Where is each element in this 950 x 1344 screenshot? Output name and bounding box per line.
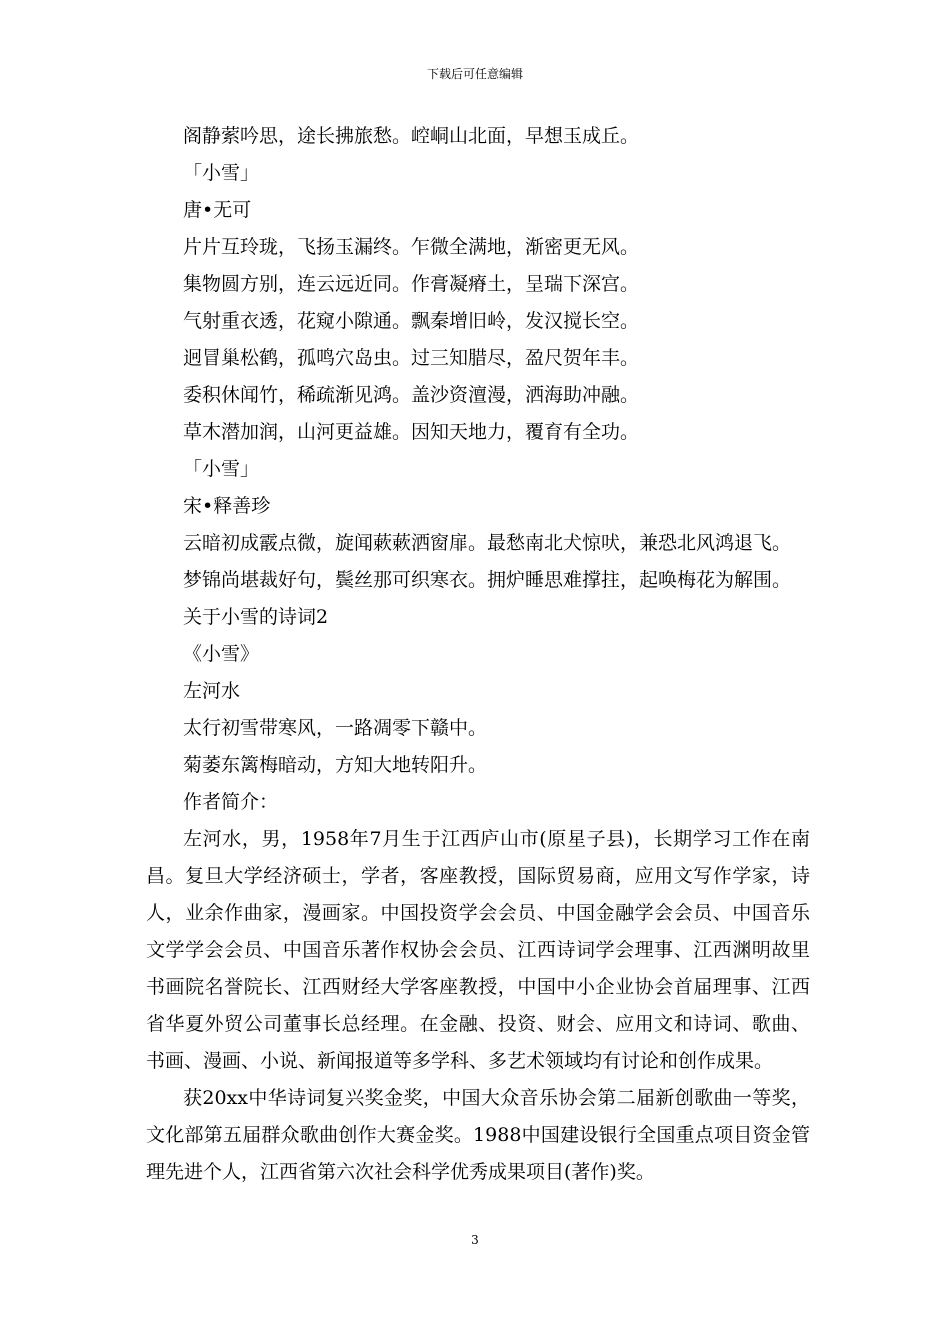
poem-title: 《小雪》 — [183, 643, 260, 665]
poem-line: 阁静萦吟思，途长拂旅愁。崆峒山北面，早想玉成丘。 — [183, 125, 640, 147]
poem-line: 太行初雪带寒风，一路凋零下赣中。 — [183, 717, 488, 739]
poem-line: 菊萎东篱梅暗动，方知大地转阳升。 — [183, 754, 488, 776]
page-content — [146, 118, 810, 1191]
page-header: 下载后可任意编辑 — [426, 67, 523, 81]
poem-title: 「小雪」 — [183, 162, 260, 184]
poem-author: 唐•无可 — [183, 199, 252, 221]
poem-line: 云暗初成霰点微，旋闻蔌蔌洒窗扉。最愁南北犬惊吠，兼恐北风鸿退飞。 — [183, 532, 792, 554]
poem-line: 气射重衣透，花窥小隙通。飘秦增旧岭，发汉搅长空。 — [183, 310, 640, 332]
poem-line: 集物圆方别，连云远近同。作膏凝瘠土，呈瑞下深宫。 — [183, 273, 640, 295]
poem-author: 左河水 — [183, 680, 241, 702]
bio-heading: 作者简介： — [183, 791, 279, 813]
poem-line: 委积休闻竹，稀疏渐见鸿。盖沙资澶漫，洒海助冲融。 — [183, 384, 640, 406]
poem-title: 「小雪」 — [183, 458, 260, 480]
poem-line: 迥冒巢松鹤，孤鸣穴岛虫。过三知腊尽，盈尺贺年丰。 — [183, 347, 640, 369]
poem-line: 梦锦尚堪裁好句，鬓丝那可织寒衣。拥炉睡思难撑拄，起唤梅花为解围。 — [183, 569, 792, 591]
poem-author: 宋•释善珍 — [183, 495, 271, 517]
section-heading: 关于小雪的诗词2 — [183, 606, 329, 628]
bio-paragraph: 左河水，男，1958年7月生于江西庐山市(原星子县)，长期学习工作在南昌。复旦大学经济硕士，学者，客座教授，国际贸易商，应用文写作学家，诗人，业余作曲家，漫画家。中国投资学会会员、中国金融学会会员、中国音乐文学学会会员、中国音乐著作权协会会员、江西诗词学会理事、江西渊明故里书画院名誉院长、江西财经大学客座教授，中国中小企业协会首届理事、江西省华夏外贸公司董事长总经理。在金融、投资、财会、应用文和诗词、歌曲、书画、漫画、小说、新闻报道等多学科、多艺术领域均有讨论和创作成果。 — [146, 828, 810, 1072]
poem-line: 片片互玲珑，飞扬玉漏终。乍微全满地，渐密更无风。 — [183, 236, 640, 258]
page-number: 3 — [471, 1233, 479, 1247]
poem-line: 草木潜加润，山河更益雄。因知天地力，覆育有全功。 — [183, 421, 640, 443]
awards-paragraph: 获20xx中华诗词复兴奖金奖，中国大众音乐协会第二届新创歌曲一等奖，文化部第五届群众歌曲创作大赛金奖。1988中国建设银行全国重点项目资金管理先进个人，江西省第六次社会科学优秀成果项目(著作)奖。 — [146, 1087, 810, 1183]
